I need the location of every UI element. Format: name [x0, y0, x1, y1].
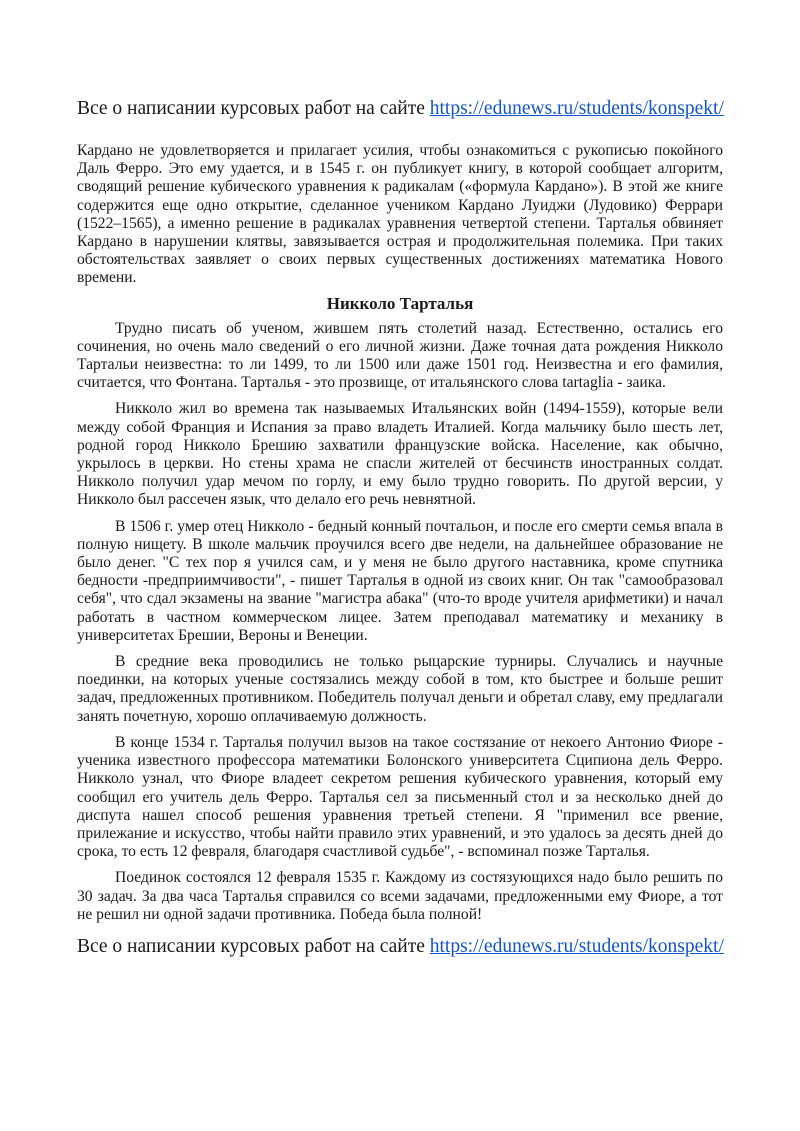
body-paragraph-4: В средние века проводились не только рыцарские турниры. Случались и научные поединки, на которых ученые состязались между собой в том, кто быстрее и больше решит задач, предложенных противником. Победитель получал деньги и обретал славу, ему предлагали занять почетную, хорошо оплачиваемую должность.	[77, 653, 723, 725]
body-paragraph-5: В конце 1534 г. Тарталья получил вызов на такое состязание от некоего Антонио Фиоре - ученика известного профессора математики Болонского университета Сципиона дель Ферро. Никколо узнал, что Фиоре владеет секретом решения кубического уравнения, который ему сообщил его учитель дель Ферро. Тарталья сел за письменный стол и за несколько дней до диспута нашел способ решения уравнения третьей степени. Я "применил все рвение, прилежание и искусство, чтобы найти правило этих уравнений, и это удалось за десять дней до срока, то есть 12 февраля, благодаря счастливой судьбе", - вспоминал позже Тарталья.	[77, 733, 723, 861]
promo-header-text: Все о написании курсовых работ на сайте	[77, 98, 425, 119]
promo-footer-link[interactable]: https://edunews.ru/students/konspekt/	[429, 935, 724, 957]
body-paragraph-1: Трудно писать об ученом, жившем пять столетий назад. Естественно, остались его сочинения, но очень мало сведений о его личной жизни. Даже точная дата рождения Никколо Тартальи неизвестна: то ли 1499, то ли 1500 или даже 1501 год. Неизвестна и его фамилия, считается, что Фонтана. Тарталья - это прозвище, от итальянского слова tartaglia - заика.	[77, 319, 723, 392]
promo-header-link[interactable]: https://edunews.ru/students/konspekt/	[429, 98, 724, 119]
section-title: Никколо Тарталья	[326, 293, 474, 313]
intro-paragraph: Кардано не удовлетворяется и прилагает усилия, чтобы ознакомиться с рукописью покойного Даль Ферро. Это ему удается, и в 1545 г. он публикует книгу, в которой сообщает алгоритм, сводящий решение кубического уравнения к радикалам («формула Кардано»). В этой же книге содержится еще одно открытие, сделанное учеником Кардано Луиджи (Лудовико) Феррари (1522–1565), а именно решение в радикалах уравнения четвертой степени. Тарталья обвиняет Кардано в нарушении клятвы, завязывается острая и продолжительная полемика. При таких обстоятельствах заявляет о своих первых существенных достижениях математика Нового времени.	[77, 142, 723, 287]
promo-footer	[77, 934, 723, 960]
body-paragraph-6: Поединок состоялся 12 февраля 1535 г. Каждому из состязующихся надо было решить по 30 задач. За два часа Тарталья справился со всеми задачами, предложенными ему Фиоре, а тот не решил ни одной задачи противника. Победа была полной!	[77, 869, 723, 923]
body-paragraph-3: В 1506 г. умер отец Никколо - бедный конный почтальон, и после его смерти семья впала в полную нищету. В школе мальчик проучился всего две недели, на дальнейшее образование не было денег. "С тех пор я учился сам, и у меня не было другого наставника, кроме спутника бедности -предприимчивости", - пишет Тарталья в одной из своих книг. Он так "самообразовал себя", что сдал экзамены на звание "магистра абака" (что-то вроде учителя арифметики) и начал работать в частном коммерческом лицее. Затем преподавал математику и механику в университетах Брешии, Вероны и Венеции.	[77, 517, 723, 644]
document-page	[77, 96, 723, 960]
promo-footer-text: Все о написании курсовых работ на сайте	[77, 935, 425, 957]
body-paragraph-2: Никколо жил во времена так называемых Итальянских войн (1494-1559), которые вели между собой Франция и Испания за право владеть Италией. Когда мальчику было шесть лет, родной город Никколо Брешию захватили французские войска. Население, как обычно, укрылось в церкви. Но стены храма не спасли жителей от бесчинств иностранных солдат. Никколо получил удар мечом по горлу, и ему было трудно говорить. По другой версии, у Никколо был рассечен язык, что делало его речь невнятной.	[77, 400, 723, 509]
promo-header	[77, 96, 723, 122]
